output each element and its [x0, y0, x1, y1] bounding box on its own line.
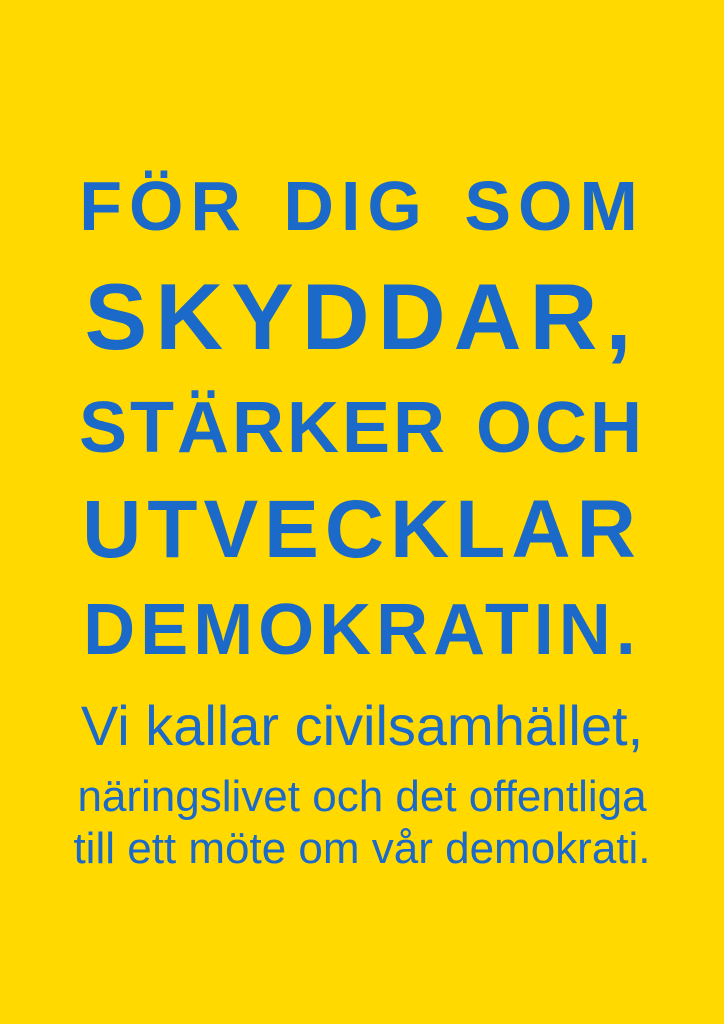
headline-line-3: STÄRKER OCH [78, 388, 645, 468]
headline-line-4: UTVECKLAR [82, 484, 642, 575]
subtext-line-1: Vi kallar civilsamhället, [80, 694, 644, 757]
headline-line-2: SKYDDAR, [84, 264, 640, 369]
subtext-line-2: näringslivet och det offentliga [77, 772, 647, 821]
headline-line-1: FÖR DIG SOM [79, 167, 645, 245]
subtext-line-3: till ett möte om vår demokrati. [73, 824, 651, 873]
headline-line-5: DEMOKRATIN. [83, 590, 641, 670]
